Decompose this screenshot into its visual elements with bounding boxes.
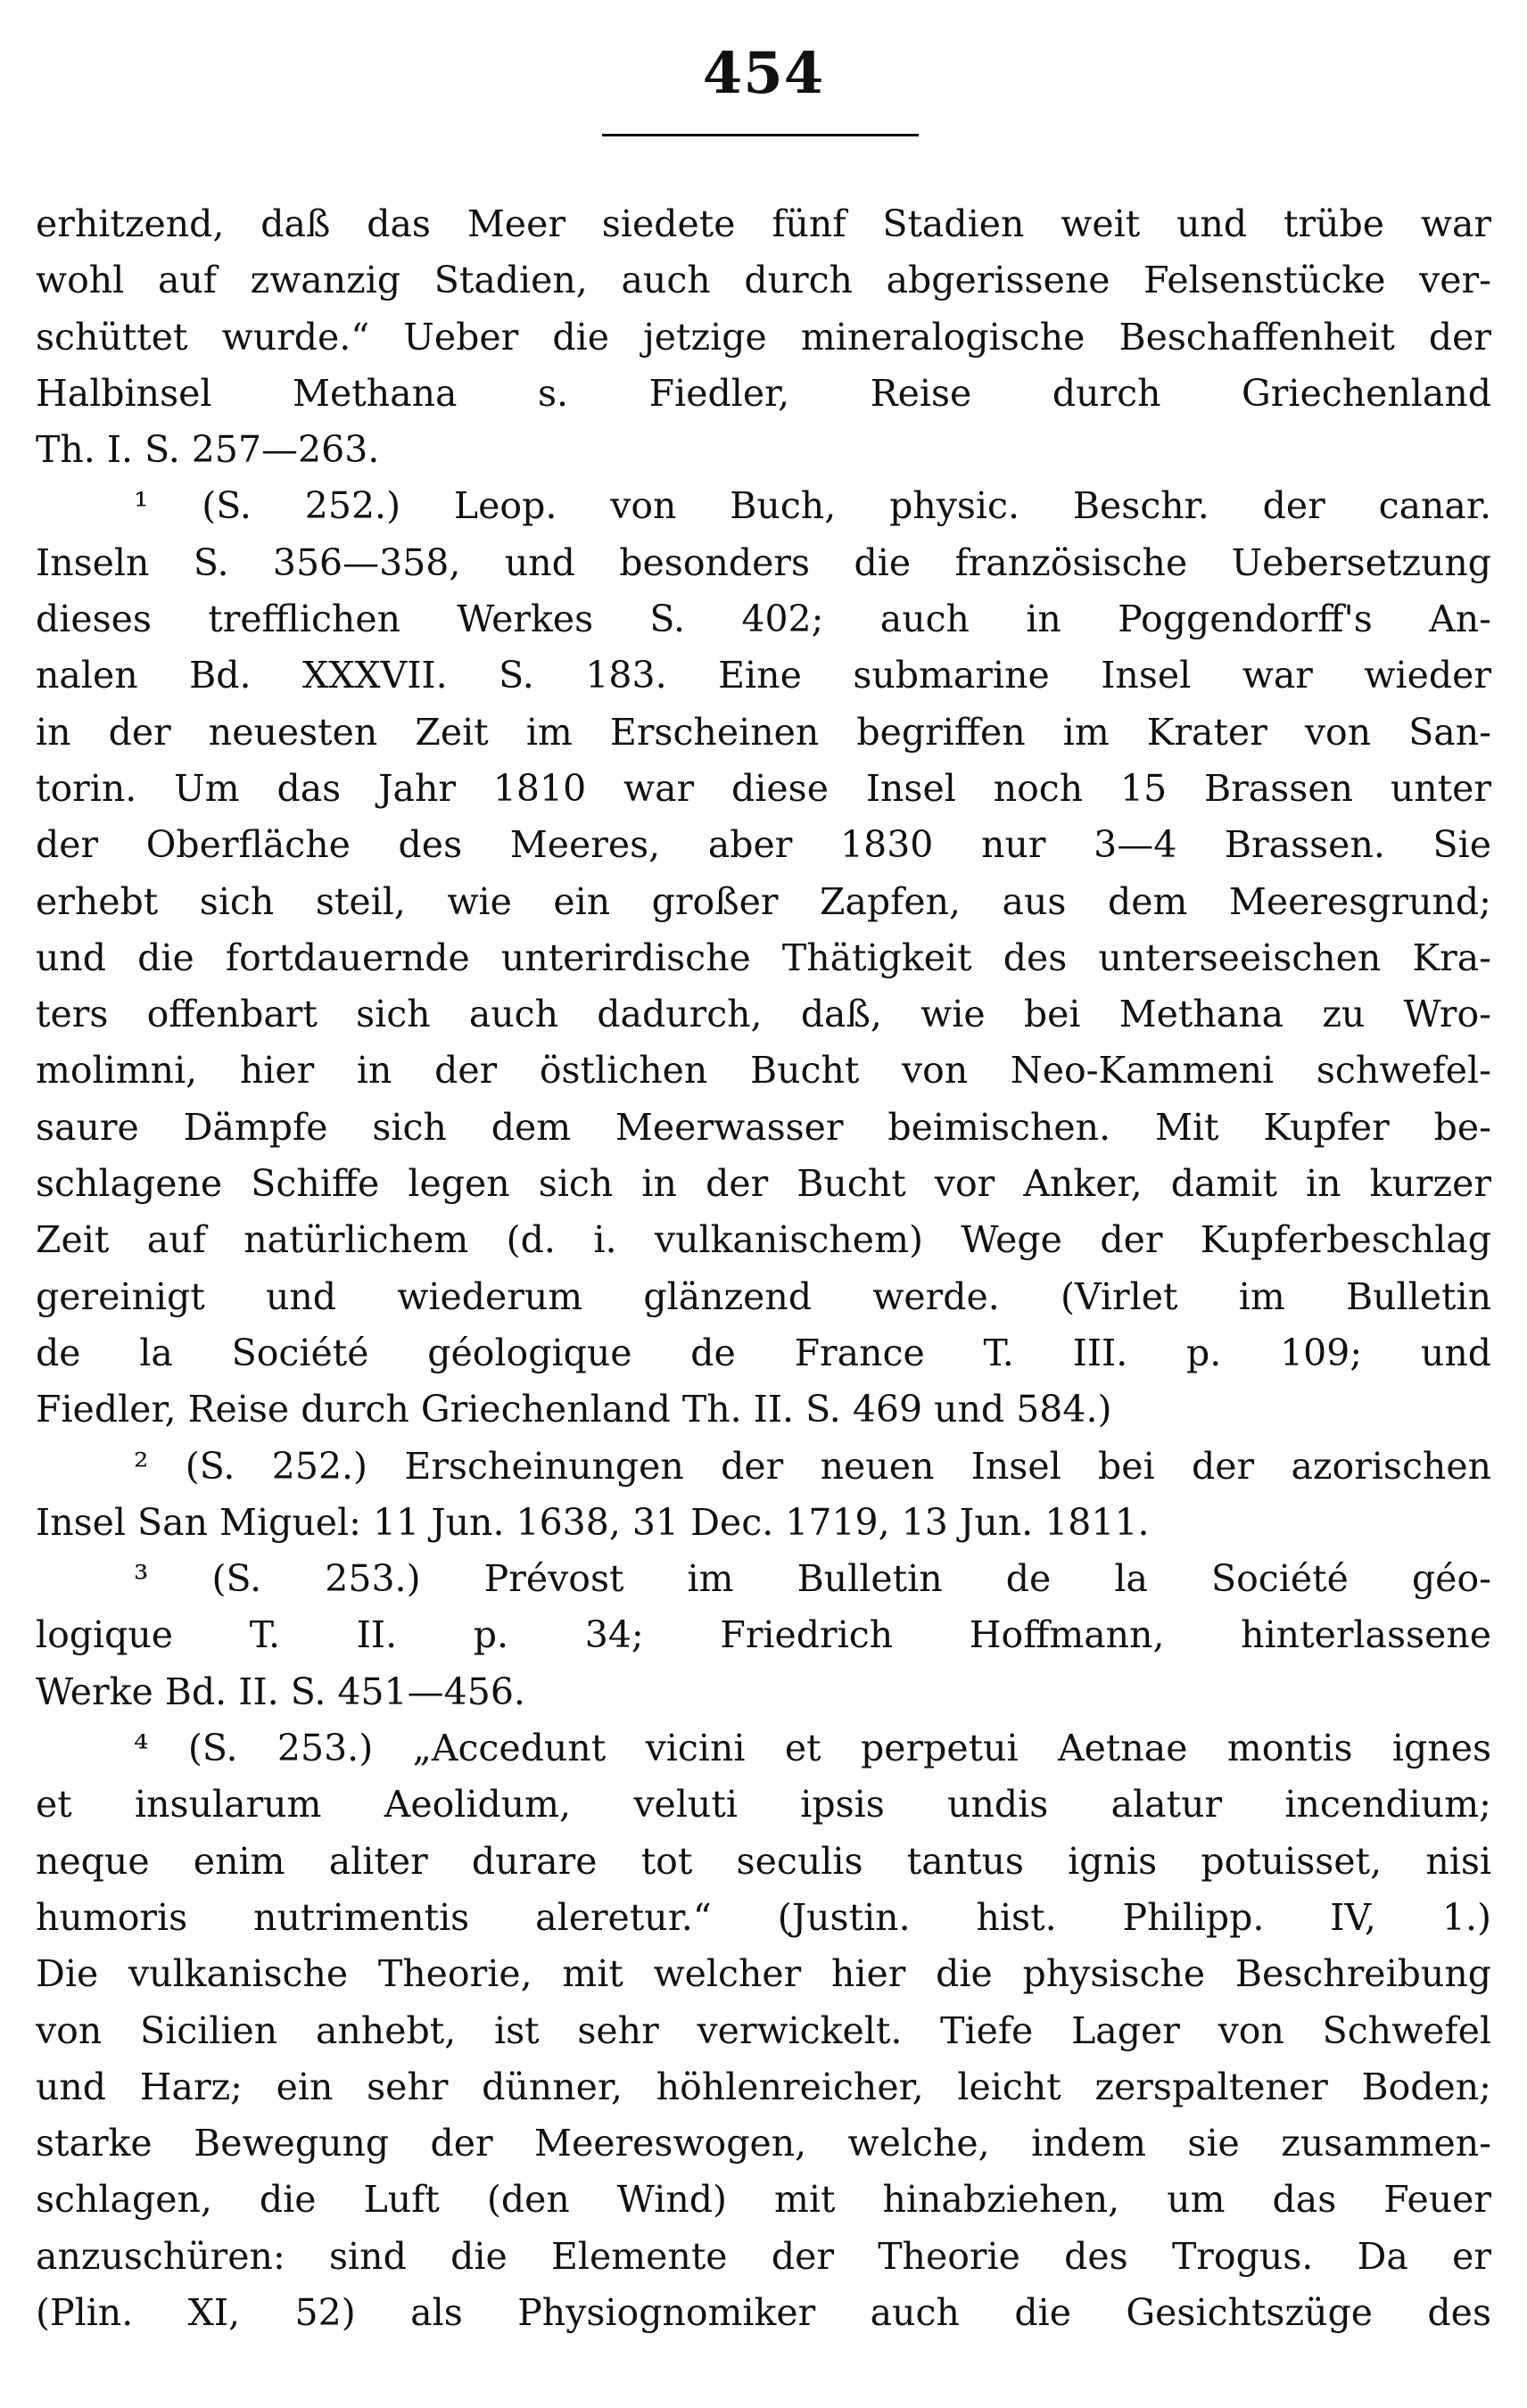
page-number: 454	[702, 40, 825, 107]
text-line: Die vulkanische Theorie, mit welcher hier die physische Beschreibung	[36, 1952, 1491, 1996]
footnotes-body	[36, 196, 1491, 2341]
text-line: Zeit auf natürlichem (d. i. vulkanischem) Wege der Kupferbeschlag	[36, 1218, 1491, 1262]
text-line: schüttet wurde.“ Ueber die jetzige mineralogische Beschaffenheit der	[36, 315, 1491, 359]
text-line: Inseln S. 356—358, und besonders die französische Uebersetzung	[36, 540, 1491, 584]
text-line: Insel San Miguel: 11 Jun. 1638, 31 Dec. 1719, 13 Jun. 1811.	[36, 1500, 1150, 1544]
text-line: molimni, hier in der östlichen Bucht von Neo-Kammeni schwefel-	[36, 1049, 1491, 1093]
text-line: ⁴ (S. 253.) „Accedunt vicini et perpetui Aetnae montis ignes	[134, 1727, 1491, 1770]
text-line: Werke Bd. II. S. 451—456.	[36, 1670, 525, 1713]
text-line: gereinigt und wiederum glänzend werde. (Virlet im Bulletin	[36, 1274, 1491, 1318]
text-line: torin. Um das Jahr 1810 war diese Insel noch 15 Brassen unter	[36, 766, 1491, 810]
text-line: de la Société géologique de France T. III. p. 109; und	[36, 1331, 1491, 1374]
text-line: wohl auf zwanzig Stadien, auch durch abgerissene Felsenstücke ver-	[36, 259, 1491, 302]
text-line: erhitzend, daß das Meer siedete fünf Stadien weit und trübe war	[36, 202, 1491, 245]
text-line: (Plin. XI, 52) als Physiognomiker auch die Gesichtszüge des	[36, 2290, 1491, 2334]
text-line: von Sicilien anhebt, ist sehr verwickelt. Tiefe Lager von Schwefel	[36, 2008, 1491, 2052]
text-line: und die fortdauernde unterirdische Thätigkeit des unterseeischen Kra-	[36, 936, 1491, 979]
text-line: starke Bewegung der Meereswogen, welche, indem sie zusammen-	[36, 2122, 1491, 2165]
header-rule	[602, 134, 919, 136]
text-line: in der neuesten Zeit im Erscheinen begriffen im Krater von San-	[36, 710, 1491, 754]
text-line: Fiedler, Reise durch Griechenland Th. II. S. 469 und 584.)	[36, 1388, 1112, 1431]
text-line: erhebt sich steil, wie ein großer Zapfen, aus dem Meeresgrund;	[36, 879, 1491, 923]
text-line: Halbinsel Methana s. Fiedler, Reise durch Griechenland	[36, 371, 1491, 415]
text-line: ² (S. 252.) Erscheinungen der neuen Insel bei der azorischen	[134, 1444, 1491, 1488]
text-line: ³ (S. 253.) Prévost im Bulletin de la Société géo-	[134, 1557, 1491, 1601]
text-line: saure Dämpfe sich dem Meerwasser beimischen. Mit Kupfer be-	[36, 1105, 1491, 1149]
text-line: ters offenbart sich auch dadurch, daß, wie bei Methana zu Wro-	[36, 993, 1491, 1036]
text-line: nalen Bd. XXXVII. S. 183. Eine submarine Insel war wieder	[36, 654, 1491, 697]
text-line: dieses trefflichen Werkes S. 402; auch in Poggendorff's An-	[36, 598, 1491, 641]
text-line: neque enim aliter durare tot seculis tantus ignis potuisset, nisi	[36, 1839, 1491, 1883]
text-line: Th. I. S. 257—263.	[36, 428, 380, 472]
text-line: der Oberfläche des Meeres, aber 1830 nur 3—4 Brassen. Sie	[36, 823, 1491, 867]
text-line: schlagene Schiffe legen sich in der Bucht vor Anker, damit in kurzer	[36, 1162, 1491, 1206]
text-line: anzuschüren: sind die Elemente der Theorie des Trogus. Da er	[36, 2234, 1491, 2278]
text-line: logique T. II. p. 34; Friedrich Hoffmann, hinterlassene	[36, 1613, 1491, 1657]
text-line: schlagen, die Luft (den Wind) mit hinabziehen, um das Feuer	[36, 2178, 1491, 2222]
text-line: ¹ (S. 252.) Leop. von Buch, physic. Beschr. der canar.	[134, 484, 1491, 528]
text-line: und Harz; ein sehr dünner, höhlenreicher, leicht zerspaltener Boden;	[36, 2065, 1491, 2108]
text-line: et insularum Aeolidum, veluti ipsis undis alatur incendium;	[36, 1783, 1491, 1827]
text-line: humoris nutrimentis aleretur.“ (Justin. hist. Philipp. IV, 1.)	[36, 1895, 1491, 1939]
